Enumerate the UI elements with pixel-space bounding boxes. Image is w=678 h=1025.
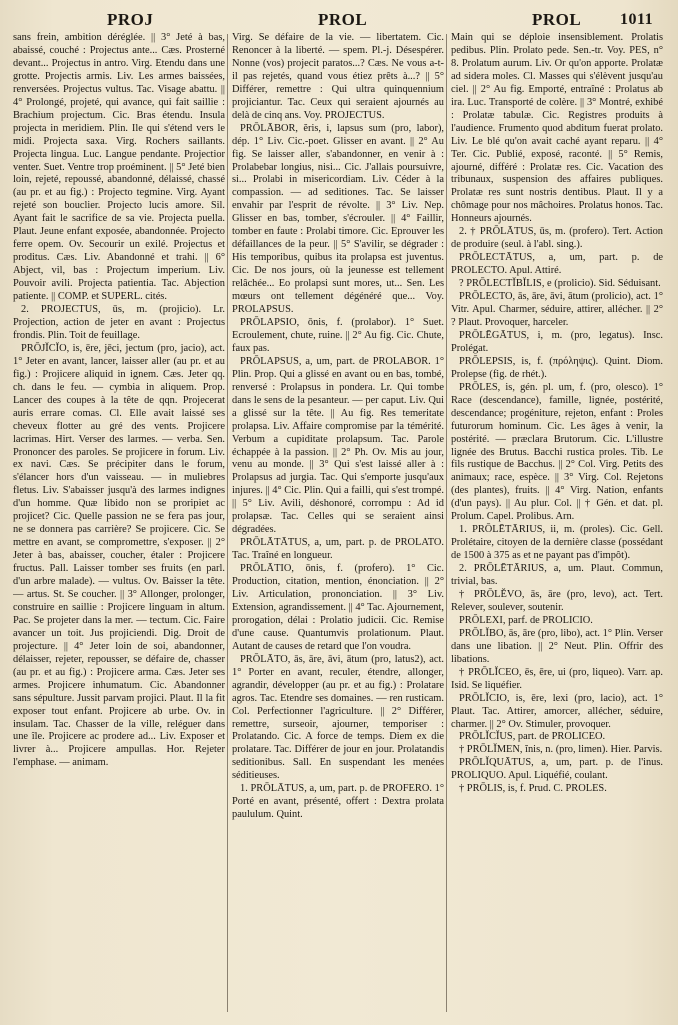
entry-paragraph: PRŌLĬQUĀTUS, a, um, part. p. de l'inus. PROLIQUO. Apul. Liquéfié, coulant. (451, 757, 663, 782)
entry-paragraph: PRŌLECTĀTUS, a, um, part. p. de PROLECTO. Apul. Attiré. (451, 252, 663, 277)
entry-paragraph: ? PRŌLECTĬBĬLIS, e (prolicio). Sid. Séduisant. (459, 278, 661, 290)
entry-paragraph: PRŌLAPSIO, ōnis, f. (prolabor). 1° Suet. Ecroulement, chute, ruine. || 2° Au fig. Cic. Chute, faux pas. (232, 316, 444, 354)
column-1 (13, 32, 225, 1018)
entry-paragraph: † PRŌLĔVO, ās, āre (pro, levo), act. Tert. Relever, soulever, soutenir. (451, 588, 663, 613)
entry-paragraph: PRŌLEXI, parf. de PROLICIO. (459, 614, 593, 626)
entry-paragraph: sans frein, ambition déréglée. || 3° Jeté à bas, abaissé, couché : Projectus ante... Cæs. Prosterné devant... Projectus in antro. Virg. Etendu dans une grotte. Projectis armis. Liv. Les armes baissées, renversées. Projectus vultus. Tac. Visage abattu. || 4° Prolongé, projeté, qui avance, qui fait saillie : Brachium projectum. Cic. Bras étendu. Insula projecta in meridiem. Plin. Ile qui s'étend vers le midi. Projecta saxa. Virg. Rochers saillants. Projecta lingua. Luc. Langue pendante. Projectior venter. Suet. Ventre trop proéminent. || 5° Jeté bien loin, rejeté, repoussé, abandonné, délaissé, chassé (au pr. et au fig.) : Projecto tegmine. Virg. Ayant rejeté son bouclier. Projecto lucis amore. Sil. Ayant fait le sacrifice de sa vie. Projecta puella. Plaut. Jeune enfant exposée, abandonnée. Projecto ferre opem. Ov. Secourir un exilé. Projectus et proditus. Cæs. Liv. Abandonné et trahi. || 6° Abject, vil, bas : Projectum imperium. Liv. Pouvoir avili. Projecta patientia. Tac. Abjection patiente. || COMP. et SUPERL. cités. (13, 32, 225, 303)
entry-paragraph: 2. PRŌLĒTĀRIUS, a, um. Plaut. Commun, trivial, bas. (451, 563, 663, 588)
entry-paragraph: † PRŌLĬCEO, ēs, ēre, ui (pro, liqueo). Varr. ap. Isid. Se liquéfier. (451, 666, 663, 691)
entry-paragraph: 1. PRŌLĀTUS, a, um, part. p. de PROFERO. 1° Porté en avant, présenté, offert : Dextra prolata paululum. Quint. (232, 783, 444, 821)
header-left-guideword: PROJ (107, 10, 154, 29)
entry-paragraph: PRŌLĒGĀTUS, i, m. (pro, legatus). Insc. Prolégat. (451, 329, 663, 354)
entry-paragraph: PRŌLĬBO, ās, āre (pro, libo), act. 1° Plin. Verser dans une libation. || 2° Neut. Plin. Offrir des libations. (451, 627, 663, 665)
column-rule-1 (227, 34, 228, 1012)
running-header (0, 10, 678, 34)
entry-paragraph: PRŌLĬCIO, is, ēre, lexi (pro, lacio), act. 1° Plaut. Tac. Attirer, amorcer, allécher, séduire, charmer. || 2° Ov. Stimuler, provoquer. (451, 692, 663, 730)
entry-paragraph: 2. PROJECTUS, ūs, m. (projicio). Lr. Projection, action de jeter en avant : Projectus frondis. Plin. Toit de feuillage. (13, 304, 225, 341)
column-3 (451, 32, 663, 1018)
entry-paragraph: 2. † PRŌLĀTUS, ūs, m. (profero). Tert. Action de produire (seul. à l'abl. sing.). (451, 226, 663, 251)
entry-paragraph: Main qui se déploie insensiblement. Prolatis pedibus. Plin. Prolato pede. Sen.-tr. Voy. PES, n° 8. Prolatum aurum. Liv. Or qu'on apporte. Prolatæ ad sidera moles. Cl. Masses qui s'élèvent jusqu'au ciel. || 2° Au fig. Emporté, entraîné : Prolatus ab ira. Luc. Transporté de colère. || 3° Montré, exhibé : Prolatæ tabulæ. Cic. Registres produits à l'audience. Frumento quod abditum fuerat prolato. Liv. Le blé qu'on avait caché ayant reparu. || 4° Ter. Cic. Publié, exposé, raconté. || 5° Remis, ajourné, différé : Prolatæ res. Cic. Vacation des tribunaux, suspension des affaires publiques. Prolatæ res sunt nostris dentibus. Plaut. Il y a chômage pour nos mâchoires. Prolatus honos. Tac. Honneurs ajournés. (451, 32, 663, 225)
header-middle-guideword: PROL (318, 10, 368, 29)
entry-paragraph: PRŌLES, is, gén. pl. um, f. (pro, olesco). 1° Race (descendance), famille, lignée, postérité, descendance; progéniture, rejeton, enfant : Proles futurorum hominum. Cic. Les âges à venir, la postérité. — præclara Brutorum. Cic. L'illustre lignée des Brutus. Bacchi rustica proles. Tib. Le fils rustique de Bacchus. || 2° Col. Virg. Petits des animaux; race, espèce. || 3° Virg. Col. Rejetons (des plantes), fruits. || 4° Virg. Nation, enfants (d'un pays). || Au plur. Col. || † Gén. et dat. pl. Prolum. Capel. Prolibus. Arn. (451, 381, 663, 523)
entry-paragraph: † PRŌLIS, is, f. Prud. C. PROLES. (459, 783, 607, 795)
entry-paragraph: † PRŌLĬMEN, ĭnis, n. (pro, limen). Hier. Parvis. (459, 744, 663, 756)
entry-paragraph: PRŌLĬCĬUS, part. de PROLICEO. (459, 731, 606, 743)
entry-paragraph: PRŌLĀTĀTUS, a, um, part. p. de PROLATO. Tac. Traîné en longueur. (232, 537, 444, 562)
entry-paragraph: PRŌLĀTIO, ōnis, f. (profero). 1° Cic. Production, citation, mention, énonciation. || 2° Liv. Articulation, prononciation. || 3° Liv. Extension, agrandissement. || 4° Tac. Ajournement, prorogation, délai : Prolatio judicii. Cic. Remise d'une cause. Quantumvis prolationum. Plaut. Autant de causes de retard que l'on voudra. (232, 563, 444, 652)
entry-paragraph: PRŌLĀBOR, ĕris, i, lapsus sum (pro, labor), dép. 1° Liv. Cic.-poet. Glisser en avant. || 2° Au fig. Se laisser aller, s'abandonner, en venir à : Prolabebar longius, nisi... Cic. J'allais poursuivre, si... Prolabi in misericordiam. Liv. Céder à la compassion. — ad seditiones. Tac. Se laisser envahir par l'esprit de révolte. || 3° Liv. Nep. Glisser en bas, tomber, s'écrouler. || 4° Faillir, tomber en faute : Prolabi timore. Cic. Eprouver les défaillances de la peur. || 5° S'avilir, se dégrader : His temporibus, quibus ita prolapsa est juventus. Cic. De nos jours, où la jeunesse est tellement relâchée... Eo prolapsi sunt mores, ut... Sen. Les mœurs ont tellement dégénéré que... Voy. PROLAPSUS. (232, 122, 444, 316)
entry-paragraph: PRŌLEPSIS, is, f. (πρόληψις). Quint. Diom. Prolepse (fig. de rhét.). (451, 355, 663, 380)
entry-paragraph: PRŌLECTO, ās, āre, āvi, ātum (prolicio), act. 1° Vitr. Apul. Charmer, séduire, attirer, allécher. || 2° ? Plaut. Provoquer, harceler. (451, 291, 663, 328)
entry-paragraph: PRŌJĬCĬO, is, ēre, jēci, jectum (pro, jacio), act. 1° Jeter en avant, lancer, laisser aller (au pr. et au fig.) : Projicere aliquid in ignem. Cæs. Jeter qq. ch. dans le feu. — cymbia in aliquem. Prop. Lancer des coupes à la tête de qqn. Projecerat auris errare comas. Cl. Elle avait laissé ses cheveux flotter au gré des vents. Projicere lacrimas. Hirt. Verser des larmes. — verba. Sen. Prononcer des paroles. Se projicere in forum. Liv. ex navi. Cæs. Se précipiter dans le forum, s'élancer hors d'un vaisseau. — in muliebres fletus. Liv. S'abaisser jusqu'à des larmes indignes d'un homme. Quæ libido non se proripiet ac projicet? Cic. Quelle passion ne se fera pas jour, ne se donnera pas carrière? Se projicere. Cic. Se mettre en avant, se compromettre, s'exposer. || 2° Jeter à bas, abaisser, coucher, étaler : Projicere fructus. Pall. Laisser tomber ses fruits (en parl. d'un arbre malade). — vultus. Ov. Baisser la tête. — artus. St. Se coucher. || 3° Allonger, prolonger, construire en saillie : Projicere linguam in altum. Pac. Se projeter dans la mer. — tectum. Cic. Faire avancer un toit. Jus projiciendi. Dig. Droit de projecture. || 4° Jeter loin de soi, abandonner, délaisser, rejeter, repousser, se défaire de, chasser (au pr. et au fig.) : Projicere arma. Cæs. Jeter ses armes. Projicere inhumatum. Cic. Abandonner sans sépulture. Jussit parvam projici. Plaut. Il la fit exposer tout enfant. Projicere ab urbe. Ov. in insulam. Tac. Chasser de la ville, reléguer dans une île. Projicere ac prodere ad... Liv. Exposer et livrer à... Projicere ampullas. Hor. Rejeter l'emphase. — animam. (13, 342, 225, 769)
header-right-guideword: PROL (532, 10, 582, 29)
entry-paragraph: Virg. Se défaire de la vie. — libertatem. Cic. Renoncer à la liberté. — spem. Pl.-j. Désespérer. Nonne (vos) projecit paratos...? Cæs. Ne vous a-t-il pas rejetés, quand vous étiez prêts à...? || 5° Différer, remettre : Qui ultra quinquennium projiciantur. Tac. Ceux qui seraient ajournés au delà de cinq ans. Voy. PROJECTUS. (232, 32, 444, 121)
entry-paragraph: PRŌLAPSUS, a, um, part. de PROLABOR. 1° Plin. Prop. Qui a glissé en avant ou en bas, tombé, renversé : Prolapsus in pondera. Lr. Qui tombe dans le sens de la pesanteur. — per caput. Liv. Qui a glissé sur la tête. || Au fig. Res temeritate prolapsa. Liv. Affaire compromise par la témérité. Verbum a cupiditate prolapsum. Tac. Parole échappée à la passion. || 2° Ph. Ov. Mis au jour, venu au monde. || 3° Qui s'est laissé aller à : Prolapsus ad jurgia. Tac. Qui s'emporte jusqu'aux injures. || 4° Cic. Plin. Qui a failli, qui s'est trompé. || 5° Liv. Avili, déshonoré, corrompu : Ad id prolapsæ. Tac. Celles qui se seraient ainsi dégradées. (232, 355, 444, 536)
column-2 (232, 32, 444, 1018)
column-rule-2 (446, 34, 447, 1012)
page-number: 1011 (620, 11, 654, 28)
entry-paragraph: PRŌLĀTO, ās, āre, āvi, ātum (pro, latus2), act. 1° Porter en avant, reculer, étendre, allonger, agrandir, développer (au pr. et au fig.) : Prolatare agros. Tac. Etendre ses domaines. — ren rusticam. Col. Perfectionner l'agriculture. || 2° Différer, remettre, surseoir, ajourner, temporiser : Prolatando. Cic. A force de temps. Diem ex die prolatare. Tac. Différer de jour en jour. Prolatandis seditionibus. Sall. En suspendant les menées séditieuses. (232, 653, 444, 782)
entry-paragraph: 1. PRŌLĒTĀRIUS, ii, m. (proles). Cic. Gell. Prolétaire, citoyen de la dernière classe (possédant de 1500 à 375 as et ne payant pas d'impôt). (451, 524, 663, 562)
